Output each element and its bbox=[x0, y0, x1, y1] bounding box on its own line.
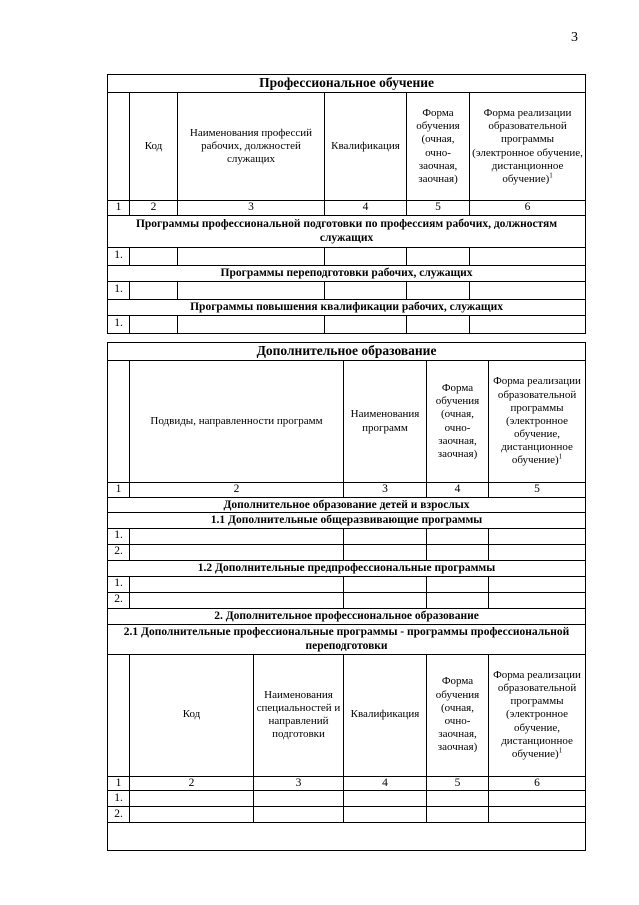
table-cell bbox=[489, 807, 586, 823]
table-cell bbox=[489, 791, 586, 807]
column-number: 5 bbox=[427, 776, 489, 791]
subsection-title: 1.1 Дополнительные общеразвивающие программы bbox=[108, 513, 586, 528]
additional-education-table bbox=[107, 342, 586, 851]
additional-table-title: Дополнительное образование bbox=[108, 343, 586, 361]
section-title: 2. Дополнительное профессиональное образование bbox=[108, 608, 586, 624]
table-cell bbox=[254, 807, 344, 823]
section-title: Дополнительное образование детей и взрослых bbox=[108, 497, 586, 512]
column-number: 4 bbox=[344, 776, 427, 791]
table-cell bbox=[130, 281, 178, 299]
header-realization-form: Форма реализации образовательной программы (электронное обучение, дистанционное обучение)$^1$ bbox=[470, 93, 586, 201]
header-qualification: Квалификация bbox=[344, 654, 427, 776]
section-title: Программы повышения квалификации рабочих, служащих bbox=[108, 299, 586, 315]
table-cell bbox=[130, 592, 344, 608]
column-number: 3 bbox=[254, 776, 344, 791]
table-cell bbox=[407, 315, 470, 333]
column-number: 2 bbox=[130, 776, 254, 791]
subsection-title: 1.2 Дополнительные предпрофессиональные программы bbox=[108, 560, 586, 576]
table-cell bbox=[344, 592, 427, 608]
column-number: 2 bbox=[130, 201, 178, 216]
professional-training-table bbox=[107, 74, 586, 334]
column-number: 5 bbox=[489, 483, 586, 498]
table-cell bbox=[489, 544, 586, 560]
table-cell bbox=[344, 791, 427, 807]
header-study-form: Форма обучения (очная, очно-заочная, заочная) bbox=[407, 93, 470, 201]
row-number: 1. bbox=[108, 281, 130, 299]
column-number: 3 bbox=[344, 483, 427, 498]
header-specialty-names: Наименования специальностей и направлений подготовки bbox=[254, 654, 344, 776]
column-number: 3 bbox=[178, 201, 325, 216]
table-cell bbox=[427, 807, 489, 823]
header-code: Код bbox=[130, 93, 178, 201]
table-cell bbox=[130, 247, 178, 265]
header-qualification: Квалификация bbox=[325, 93, 407, 201]
table-cell bbox=[130, 807, 254, 823]
table-cell bbox=[427, 576, 489, 592]
column-number: 1 bbox=[108, 201, 130, 216]
table-cell bbox=[130, 576, 344, 592]
table-cell bbox=[344, 807, 427, 823]
subsection-title: 2.1 Дополнительные профессиональные программы - программы профессиональной переподготовки bbox=[108, 624, 586, 654]
table-cell bbox=[470, 315, 586, 333]
column-number: 4 bbox=[325, 201, 407, 216]
table-cell bbox=[325, 247, 407, 265]
row-number: 2. bbox=[108, 807, 130, 823]
header-study-form: Форма обучения (очная, очно-заочная, заочная) bbox=[427, 654, 489, 776]
table-cell bbox=[489, 528, 586, 544]
table-cell bbox=[325, 315, 407, 333]
empty-row bbox=[108, 823, 586, 851]
header-profession-names: Наименования профессий рабочих, должностей служащих bbox=[178, 93, 325, 201]
header-subtypes: Подвиды, направленности программ bbox=[130, 361, 344, 483]
table-cell bbox=[489, 576, 586, 592]
table-cell bbox=[130, 528, 344, 544]
table-cell bbox=[178, 247, 325, 265]
table-cell bbox=[130, 315, 178, 333]
column-number: 1 bbox=[108, 483, 130, 498]
table-cell bbox=[407, 281, 470, 299]
table-cell bbox=[344, 528, 427, 544]
table-cell bbox=[130, 791, 254, 807]
table-cell bbox=[344, 544, 427, 560]
column-number: 4 bbox=[427, 483, 489, 498]
table-cell bbox=[427, 592, 489, 608]
section-title: Программы переподготовки рабочих, служащих bbox=[108, 265, 586, 281]
header-blank-cell bbox=[108, 93, 130, 201]
header-blank-cell bbox=[108, 654, 130, 776]
table-cell bbox=[130, 544, 344, 560]
column-number: 1 bbox=[108, 776, 130, 791]
row-number: 1. bbox=[108, 315, 130, 333]
table-cell bbox=[427, 528, 489, 544]
header-code: Код bbox=[130, 654, 254, 776]
table-cell bbox=[407, 247, 470, 265]
section-title: Программы профессиональной подготовки по профессиям рабочих, должностям служащих bbox=[108, 215, 586, 247]
table-cell bbox=[178, 281, 325, 299]
header-realization-form: Форма реализации образовательной программы (электронное обучение, дистанционное обучение)$^1$ bbox=[489, 654, 586, 776]
table-cell bbox=[325, 281, 407, 299]
column-number: 5 bbox=[407, 201, 470, 216]
column-number: 6 bbox=[489, 776, 586, 791]
row-number: 2. bbox=[108, 592, 130, 608]
table-cell bbox=[344, 576, 427, 592]
row-number: 1. bbox=[108, 528, 130, 544]
table-cell bbox=[470, 247, 586, 265]
table-cell bbox=[427, 791, 489, 807]
column-number: 6 bbox=[470, 201, 586, 216]
row-number: 2. bbox=[108, 544, 130, 560]
table-cell bbox=[178, 315, 325, 333]
table-cell bbox=[470, 281, 586, 299]
table-cell bbox=[489, 592, 586, 608]
row-number: 1. bbox=[108, 247, 130, 265]
professional-table-title: Профессиональное обучение bbox=[108, 75, 586, 93]
header-realization-form: Форма реализации образовательной программы (электронное обучение, дистанционное обучение)$^1$ bbox=[489, 361, 586, 483]
header-study-form: Форма обучения (очная, очно-заочная, заочная) bbox=[427, 361, 489, 483]
header-blank-cell bbox=[108, 361, 130, 483]
page-number: 3 bbox=[571, 30, 578, 45]
row-number: 1. bbox=[108, 791, 130, 807]
header-program-names: Наименования программ bbox=[344, 361, 427, 483]
table-cell bbox=[427, 544, 489, 560]
table-cell bbox=[254, 791, 344, 807]
row-number: 1. bbox=[108, 576, 130, 592]
column-number: 2 bbox=[130, 483, 344, 498]
